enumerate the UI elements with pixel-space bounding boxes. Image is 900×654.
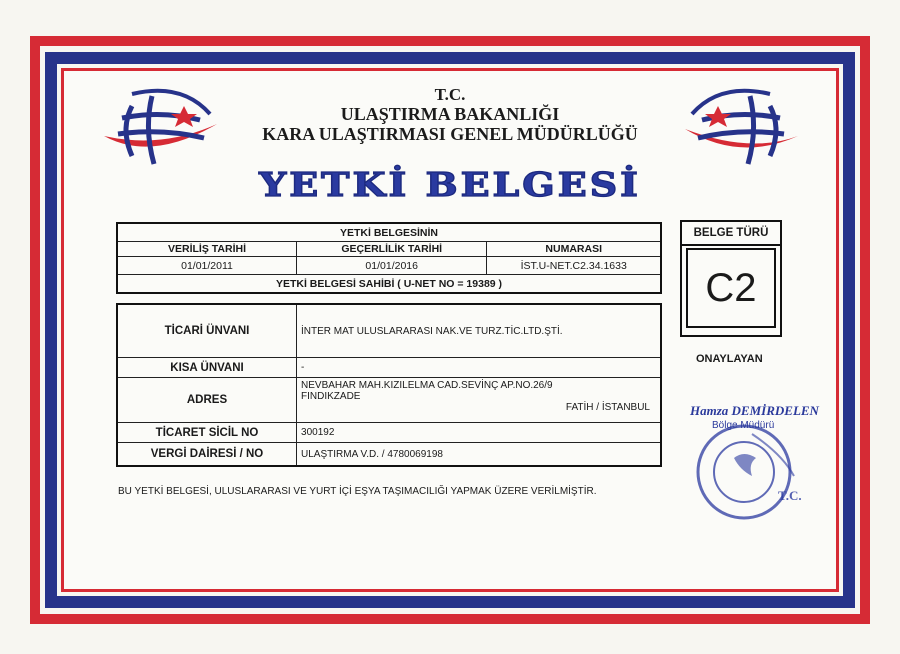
- ticari-label: TİCARİ ÜNVANI: [117, 304, 297, 358]
- holder-title: YETKİ BELGESİ SAHİBİ ( U-NET NO = 19389 ): [117, 275, 661, 294]
- issue-date-header: VERİLİŞ TARİHİ: [117, 242, 297, 257]
- section-title: YETKİ BELGESİNİN: [117, 223, 661, 242]
- header-tc: T.C.: [434, 85, 466, 104]
- adres-label: ADRES: [117, 378, 297, 423]
- certificate-title: YETKİ BELGESİ: [259, 165, 641, 204]
- validity-date-value: 01/01/2016: [297, 257, 487, 275]
- issue-date-value: 01/01/2011: [117, 257, 297, 275]
- adres-line2: FINDIKZADE: [301, 391, 361, 402]
- kisa-label: KISA ÜNVANI: [117, 358, 297, 378]
- ticari-value: İNTER MAT ULUSLARARASI NAK.VE TURZ.TİC.LTD.ŞTİ.: [297, 304, 661, 358]
- stamp-text: T.C.: [778, 488, 802, 503]
- sicil-value: 300192: [297, 423, 661, 443]
- adres-value: [297, 378, 661, 423]
- certificate-footer: BU YETKİ BELGESİ, ULUSLARARASI VE YURT İÇİ EŞYA TAŞIMACILIĞI YAPMAK ÜZERE VERİLMİŞTİR.: [118, 486, 597, 497]
- certificate-table: [116, 222, 662, 294]
- number-value: İST.U-NET.C2.34.1633: [487, 257, 661, 275]
- sicil-label: TİCARET SİCİL NO: [117, 423, 297, 443]
- adres-line1: NEVBAHAR MAH.KIZILELMA CAD.SEVİNÇ AP.NO.26/9: [301, 380, 553, 391]
- adres-line3: FATİH / İSTANBUL: [565, 402, 650, 413]
- signatory-title: Bölge Müdürü: [712, 420, 775, 431]
- belge-turu-box: [680, 220, 782, 337]
- approver-label: ONAYLAYAN: [696, 353, 763, 365]
- vergi-label: VERGİ DAİRESİ / NO: [117, 443, 297, 467]
- signatory-name: Hamza DEMİRDELEN: [690, 403, 819, 418]
- belge-turu-label: BELGE TÜRÜ: [682, 222, 780, 246]
- validity-date-header: GEÇERLİLİK TARİHİ: [297, 242, 487, 257]
- holder-table: [116, 303, 662, 467]
- header-ministry: ULAŞTIRMA BAKANLIĞI: [340, 104, 560, 124]
- belge-turu-value: C2: [686, 248, 776, 328]
- vergi-value: ULAŞTIRMA V.D. / 4780069198: [297, 443, 661, 467]
- kisa-value: -: [297, 358, 661, 378]
- header-directorate: KARA ULAŞTIRMASI GENEL MÜDÜRLÜĞÜ: [262, 124, 638, 144]
- number-header: NUMARASI: [487, 242, 661, 257]
